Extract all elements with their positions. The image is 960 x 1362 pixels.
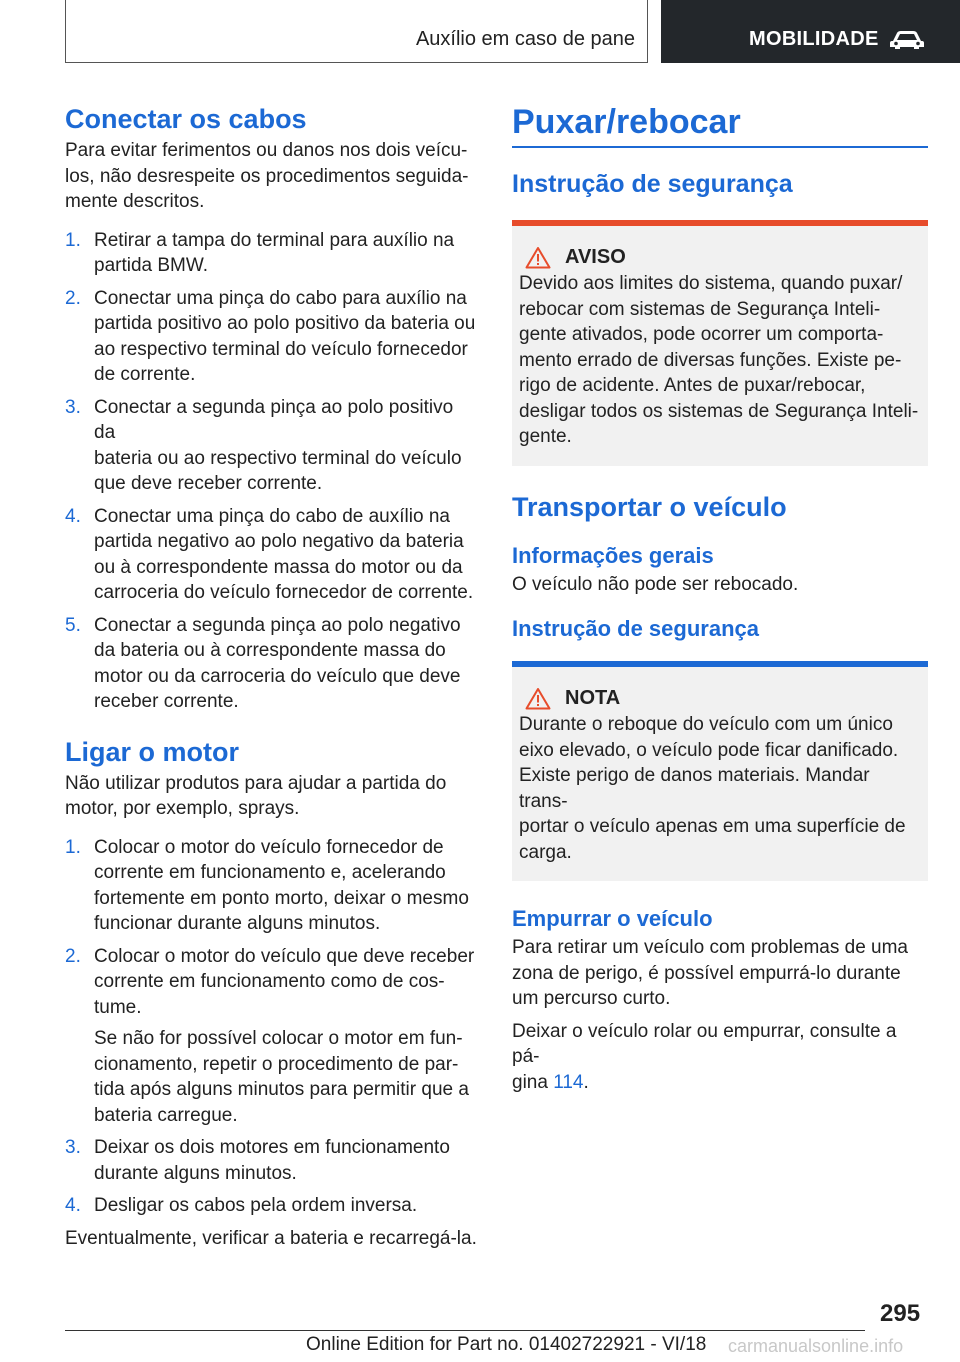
list-item: 1. Colocar o motor do veículo fornecedor de corrente em funcionamento e, acelerando fortemente em ponto morto, deixar o mesmo funcionar durante alguns minutos.: [65, 836, 469, 934]
start-engine-intro: Não utilizar produtos para ajudar a partida do motor, por exemplo, sprays.: [65, 772, 447, 819]
warning-label: AVISO: [565, 246, 626, 268]
section-title-connect-cables: Conectar os cabos: [65, 104, 307, 134]
left-column: [65, 100, 479, 1251]
list-item: 2. Colocar o motor do veículo que deve receber corrente em funcionamento como de cos‐ tume. Se não for possível colocar o motor em fun‐ cionamento, repetir o procedimento de par‐ tida após alguns minutos para permitir que a bateria carregue.: [65, 944, 479, 1129]
list-item: 1. Retirar a tampa do terminal para auxílio na partida BMW.: [65, 229, 455, 276]
header-chapter-tab: [661, 0, 960, 63]
footer-edition: Online Edition for Part no. 01402722921 - VI/18: [306, 1334, 707, 1355]
note-label: NOTA: [565, 687, 621, 709]
list-item: 5. Conectar a segunda pinça ao polo negativo da bateria ou à correspondente massa do motor ou da carroceria do veículo que deve receber corrente.: [65, 614, 461, 712]
list-item: 3. Conectar a segunda pinça ao polo positivo da bateria ou ao respectivo terminal do veículo que deve receber corrente.: [65, 396, 462, 494]
header-section-title: Auxílio em caso de pane: [415, 28, 635, 50]
list-item: 4. Conectar uma pinça do cabo de auxílio na partida negativo ao polo negativo da bateria ou à correspondente massa do motor ou da carroceria do veículo fornecedor de corrente.: [65, 505, 474, 603]
page-reference-link[interactable]: 114: [553, 1071, 584, 1093]
header-section-tab: [65, 0, 648, 63]
right-column: [512, 100, 928, 1095]
start-engine-steps: [65, 835, 479, 1219]
section-title-transport: Transportar o veículo: [512, 491, 787, 522]
note-text: Durante o reboque do veículo com um único eixo elevado, o veículo pode ficar danificado. Existe perigo de danos materiais. Mandar trans‐ portar o veículo apenas em uma superfície de carga.: [519, 714, 906, 863]
subsection-title-safety-2: Instrução de segurança: [512, 616, 759, 641]
list-item: 4. Desligar os cabos pela ordem inversa.: [65, 1195, 418, 1216]
connect-cables-steps: [65, 228, 479, 715]
note-box: [512, 661, 928, 881]
list-item: 2. Conectar uma pinça do cabo para auxílio na partida positivo ao polo positivo da bateria ou ao respectivo terminal do veículo fornecedor de corrente.: [65, 287, 476, 385]
warning-triangle-icon: [525, 246, 551, 269]
warning-header: [519, 246, 920, 269]
subsection-title-safety: Instrução de segurança: [512, 170, 793, 198]
note-header: [519, 687, 920, 710]
warning-box: [512, 220, 928, 466]
watermark: carmanualsonline.info: [728, 1336, 904, 1356]
car-icon: [889, 28, 925, 52]
push-text: Para retirar um veículo com problemas de uma zona de perigo, é possível empurrá-lo durante um percurso curto.: [512, 937, 908, 1009]
start-engine-outro: Eventualmente, verificar a bateria e recarregá-la.: [65, 1227, 477, 1249]
section-title-start-engine: Ligar o motor: [65, 736, 239, 767]
page-number: 295: [880, 1300, 921, 1327]
list-item-extra: Se não for possível colocar o motor em fun‐ cionamento, repetir o procedimento de par‐ tida após alguns minutos para permitir que a bateria carregue.: [94, 1028, 469, 1126]
header-chapter-title: MOBILIDADE: [749, 28, 879, 50]
list-item: 3. Deixar os dois motores em funcionamento durante alguns minutos.: [65, 1137, 450, 1184]
warning-triangle-icon: [525, 687, 551, 710]
subsection-title-push: Empurrar o veículo: [512, 906, 713, 931]
main-title-tow: Puxar/rebocar: [512, 100, 928, 148]
subsection-title-general: Informações gerais: [512, 542, 714, 568]
warning-text: Devido aos limites do sistema, quando puxar/ rebocar com sistemas de Segurança Inteli‐ gente ativados, pode ocorrer um comporta‐ mento errado de diversas funções. Existe pe‐ rigo de acidente. Antes de puxar/rebocar, desligar todos os sistemas de Segurança Inteli‐ gente.: [519, 273, 919, 447]
connect-cables-intro: Para evitar ferimentos ou danos nos dois veícu‐ los, não desrespeite os procedimentos seguida‐ mente descritos.: [65, 140, 469, 212]
push-reference-text: Deixar o veículo rolar ou empurrar, consulte a pá‐ gina 114.: [512, 1020, 897, 1093]
general-info-text: O veículo não pode ser rebocado.: [512, 573, 799, 595]
footer-divider: [65, 1330, 865, 1331]
